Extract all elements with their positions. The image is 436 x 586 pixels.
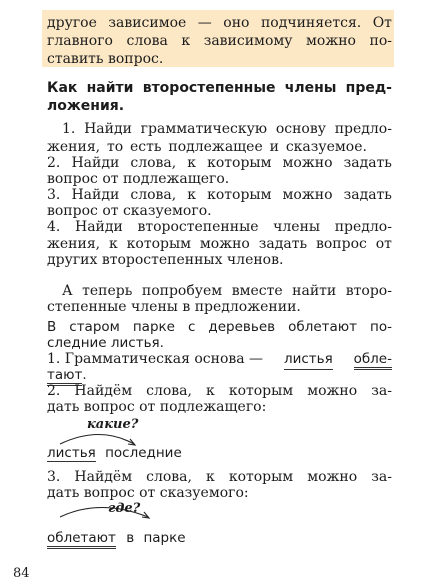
- word: подлежащее: [168, 139, 263, 155]
- word: подчиняется.: [260, 15, 362, 31]
- step-3-line-1: [47, 469, 392, 485]
- word: с: [187, 319, 196, 335]
- rule-step-4-line-2: [47, 236, 392, 252]
- word: можно: [306, 33, 356, 49]
- rule-step-4-line-3: других второстепенных членов.: [47, 252, 284, 268]
- word: предло-: [334, 121, 392, 137]
- word: слова,: [130, 187, 177, 203]
- word: второ-: [345, 283, 392, 299]
- word: Найди: [84, 121, 132, 137]
- word: за-: [371, 469, 392, 485]
- word: вопрос: [315, 236, 367, 252]
- word: 4.: [47, 219, 61, 235]
- word: второстепенные: [137, 219, 259, 235]
- word: второстепенные: [142, 80, 276, 96]
- word: жения,: [47, 139, 101, 155]
- rule-step-1-line-1: [62, 121, 392, 137]
- word: слова,: [146, 383, 192, 399]
- word: деревьев: [208, 319, 276, 335]
- exercise-intro-line-2: степенные члены в предложении.: [47, 299, 301, 315]
- word: можно: [307, 383, 358, 399]
- word: другое: [47, 15, 97, 31]
- rule-step-3-line-1: [47, 187, 392, 203]
- word: за-: [371, 383, 392, 399]
- step-2-line-1: [47, 383, 392, 399]
- word: оно: [223, 15, 250, 31]
- rule-step-2-line-2: вопрос от подлежащего.: [47, 171, 230, 187]
- word: Найди: [75, 219, 123, 235]
- dependent-word-poslednie: последние: [105, 445, 182, 461]
- word: попробуем: [141, 283, 223, 299]
- word: 2.: [47, 383, 61, 399]
- word: то: [106, 139, 124, 155]
- word: парке: [132, 319, 175, 335]
- subject-word: листья: [284, 351, 333, 370]
- rule-step-1-line-2: [47, 139, 367, 155]
- word: пред-: [345, 80, 392, 96]
- word: основу: [275, 121, 326, 137]
- exercise-intro-line-1: [62, 283, 392, 299]
- word: Найдём: [74, 469, 133, 485]
- word: А: [62, 283, 73, 299]
- word: сказуемое.: [285, 139, 367, 155]
- word: вместе: [231, 283, 283, 299]
- question-gde: где?: [108, 501, 141, 516]
- rule-heading-line-1: [47, 80, 392, 96]
- step-1-line-2: [47, 367, 392, 383]
- word: В: [47, 319, 57, 335]
- word: можно: [307, 469, 358, 485]
- word: от: [375, 236, 392, 252]
- rule-heading-line-2: ложения.: [47, 98, 125, 114]
- predicate-word-part-2: тают: [47, 367, 82, 386]
- word: можно: [282, 155, 333, 171]
- word: —: [197, 15, 212, 31]
- step-3-line-2: дать вопрос от сказуемого:: [47, 485, 249, 501]
- word: зависимое: [108, 15, 187, 31]
- word: найти: [86, 80, 134, 96]
- word: Как: [47, 80, 78, 96]
- preposition-v: в: [126, 530, 135, 546]
- word: 3.: [47, 469, 61, 485]
- word: члены: [273, 219, 321, 235]
- word: слова,: [146, 469, 192, 485]
- word: которым: [228, 383, 294, 399]
- word: члены: [284, 80, 337, 96]
- word: можно: [199, 236, 250, 252]
- word: грамматическую: [140, 121, 268, 137]
- word: 1.: [62, 121, 76, 137]
- word: главного: [47, 33, 113, 49]
- word: которым: [228, 469, 294, 485]
- word: к: [206, 469, 215, 485]
- head-word-listya: листья: [47, 445, 96, 461]
- word: к: [109, 236, 118, 252]
- step-1-text: 1. Грамматическая основа —: [47, 351, 264, 367]
- word: От: [372, 15, 392, 31]
- word: предло-: [334, 219, 392, 235]
- word: можно: [282, 187, 333, 203]
- word: 2.: [47, 155, 61, 171]
- word: старом: [69, 319, 120, 335]
- step-2-line-2: дать вопрос от подлежащего:: [47, 399, 267, 415]
- example-sentence-line-2: следние листья.: [47, 335, 164, 351]
- step-2-phrase: [47, 445, 182, 461]
- word: Найдём: [74, 383, 133, 399]
- highlight-line-3: ставить вопрос.: [47, 51, 164, 67]
- word: к: [181, 33, 191, 49]
- word: по-: [370, 319, 392, 335]
- word: облетают: [288, 319, 358, 335]
- word: есть: [130, 139, 162, 155]
- word: 3.: [47, 187, 61, 203]
- rule-step-4-line-1: [47, 219, 392, 235]
- rule-step-3-line-2: вопрос от сказуемого.: [47, 203, 212, 219]
- example-sentence-line-1: [47, 319, 392, 335]
- word: к: [187, 155, 197, 171]
- word: теперь: [82, 283, 133, 299]
- predicate-word-part-1: обле-: [354, 351, 392, 370]
- rule-step-2-line-1: [47, 155, 392, 171]
- head-word-obletayut: облетают: [47, 530, 116, 549]
- word: к: [187, 187, 197, 203]
- question-kakie: какие?: [87, 417, 139, 432]
- highlight-line-1: [47, 15, 392, 31]
- word: которым: [126, 236, 191, 252]
- word: жения,: [47, 236, 101, 252]
- word: Найди: [71, 187, 120, 203]
- highlight-line-2: [47, 33, 392, 49]
- word: Найди: [71, 155, 120, 171]
- step-1-period: .: [82, 367, 87, 383]
- word: которым: [207, 155, 272, 171]
- page-number: 84: [13, 566, 30, 581]
- word: задать: [343, 187, 392, 203]
- word: зависимому: [203, 33, 293, 49]
- step-3-phrase: [47, 530, 186, 546]
- dependent-word-parke: парке: [143, 530, 186, 546]
- word: по-: [369, 33, 392, 49]
- word: найти: [292, 283, 337, 299]
- word: задать: [258, 236, 308, 252]
- word: и: [269, 139, 279, 155]
- word: которым: [207, 187, 272, 203]
- word: задать: [343, 155, 392, 171]
- word: слова: [126, 33, 168, 49]
- word: к: [206, 383, 215, 399]
- word: слова,: [130, 155, 177, 171]
